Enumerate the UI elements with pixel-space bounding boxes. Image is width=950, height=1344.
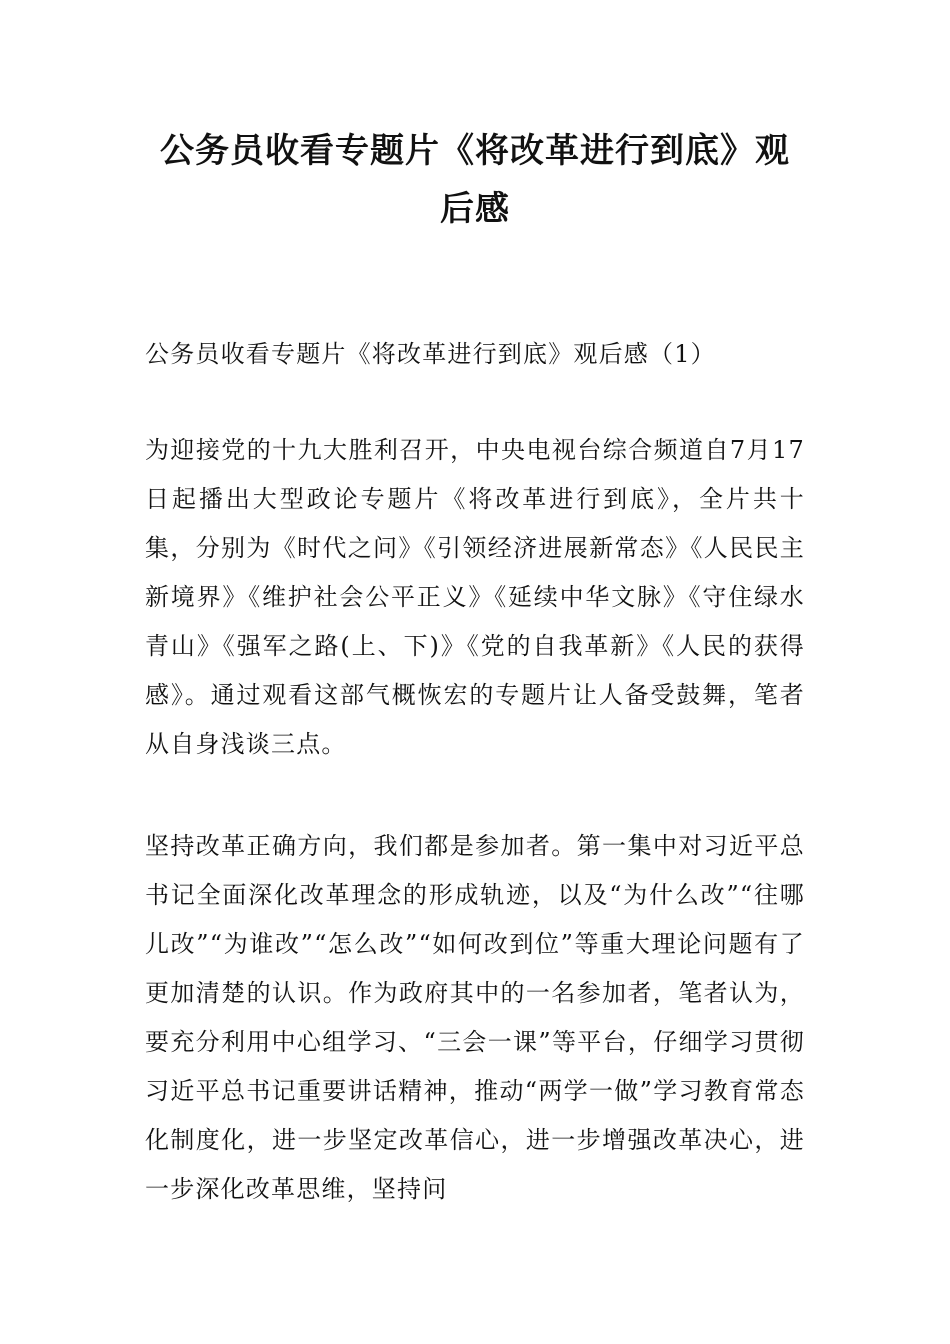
- paragraph-direction: 坚持改革正确方向，我们都是参加者。第一集中对习近平总书记全面深化改革理念的形成轨迹，以及“为什么改”“往哪儿改”“为谁改”“怎么改”“如何改到位”等重大理论问题有了更加清楚的认识。作为政府其中的一名参加者，笔者认为，要充分利用中心组学习、“三会一课”等平台，仔细学习贯彻习近平总书记重要讲话精神，推动“两学一做”学习教育常态化制度化，进一步坚定改革信心，进一步增强改革决心，进一步深化改革思维，坚持问: [145, 832, 805, 1203]
- document-title: 公务员收看专题片《将改革进行到底》观后感: [160, 131, 790, 229]
- section-heading: 公务员收看专题片《将改革进行到底》观后感（1）: [145, 340, 716, 368]
- paragraph-intro: 为迎接党的十九大胜利召开，中央电视台综合频道自7月17日起播出大型政论专题片《将改革进行到底》，全片共十集，分别为《时代之问》《引领经济进展新常态》《人民民主新境界》《维护社会公平正义》《延续中华文脉》《守住绿水青山》《强军之路(上、下)》《党的自我革新》《人民的获得感》。通过观看这部气概恢宏的专题片让人备受鼓舞，笔者从自身浅谈三点。: [145, 436, 805, 758]
